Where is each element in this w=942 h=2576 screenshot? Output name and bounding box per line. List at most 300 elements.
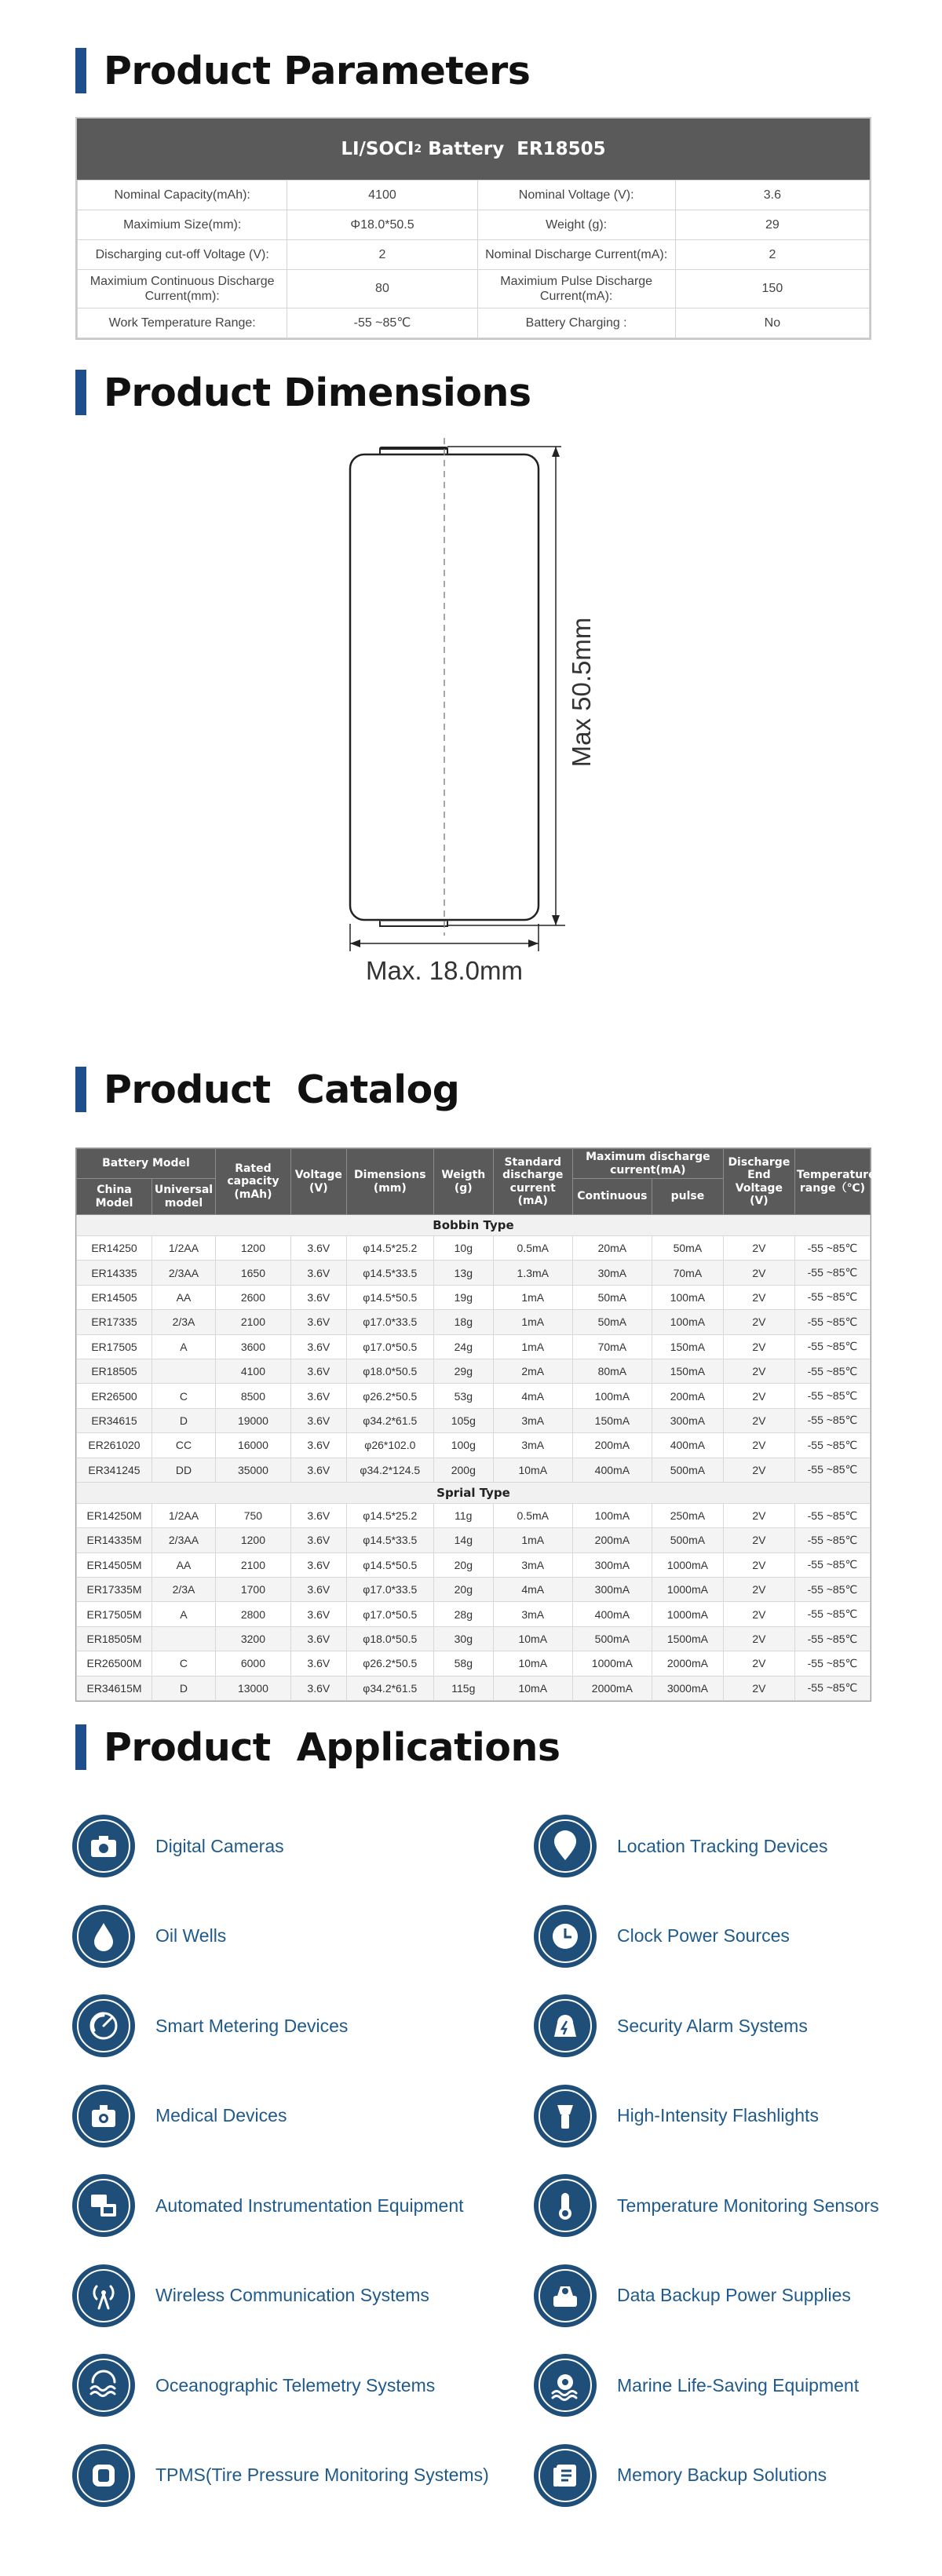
parameters-table <box>75 117 871 340</box>
catalog-cell: 24g <box>433 1334 493 1359</box>
catalog-cell: φ34.2*61.5 <box>346 1676 433 1700</box>
application-label: Digital Cameras <box>155 1835 284 1856</box>
catalog-cell: 150mA <box>572 1408 652 1432</box>
catalog-cell: 1200 <box>215 1528 290 1553</box>
application-label: Wireless Communication Systems <box>155 2285 429 2305</box>
catalog-cell: -55 ~85℃ <box>794 1334 870 1359</box>
catalog-cell: 750 <box>215 1503 290 1527</box>
catalog-cell: ER34615M <box>77 1676 152 1700</box>
catalog-cell: 3.6V <box>290 1626 346 1651</box>
catalog-cell: 2/3AA <box>152 1261 216 1285</box>
catalog-cell: 1mA <box>493 1528 572 1553</box>
catalog-cell: 3mA <box>493 1602 572 1626</box>
catalog-cell: φ26*102.0 <box>346 1433 433 1458</box>
catalog-cell: 2000mA <box>652 1651 723 1676</box>
catalog-cell: ER14250M <box>77 1503 152 1527</box>
catalog-cell: -55 ~85℃ <box>794 1285 870 1309</box>
application-item <box>534 2085 819 2147</box>
catalog-cell: 100mA <box>572 1384 652 1408</box>
application-item <box>534 1905 790 1968</box>
application-label: Clock Power Sources <box>617 1925 790 1946</box>
catalog-cell: -55 ~85℃ <box>794 1528 870 1553</box>
catalog-cell: 400mA <box>572 1602 652 1626</box>
catalog-row <box>77 1528 871 1553</box>
catalog-cell: 400mA <box>652 1433 723 1458</box>
catalog-cell: 10mA <box>493 1676 572 1700</box>
catalog-row <box>77 1359 871 1383</box>
application-item <box>534 2444 827 2507</box>
catalog-cell: 250mA <box>652 1503 723 1527</box>
application-item <box>534 1994 808 2057</box>
header-battery-model: Battery Model <box>77 1149 216 1179</box>
catalog-row <box>77 1261 871 1285</box>
catalog-cell: 1650 <box>215 1261 290 1285</box>
catalog-row <box>77 1676 871 1700</box>
catalog-cell: 20g <box>433 1578 493 1602</box>
ocean-wave-icon <box>72 2354 135 2417</box>
catalog-cell: ER14335 <box>77 1261 152 1285</box>
section-title-applications <box>75 1724 560 1771</box>
catalog-cell: 1000mA <box>652 1602 723 1626</box>
oil-drop-icon <box>72 1905 135 1968</box>
catalog-cell: 100mA <box>572 1503 652 1527</box>
section-title-text: Product Applications <box>104 1724 560 1770</box>
data-backup-icon <box>534 2264 597 2327</box>
catalog-cell: 3.6V <box>290 1578 346 1602</box>
catalog-cell: ER14505 <box>77 1285 152 1309</box>
section-title-text: Product Parameters <box>104 48 531 93</box>
catalog-cell: φ14.5*50.5 <box>346 1553 433 1577</box>
catalog-cell: 3.6V <box>290 1359 346 1383</box>
parameter-value: Φ18.0*50.5 <box>287 210 477 240</box>
application-label: Data Backup Power Supplies <box>617 2285 851 2305</box>
catalog-cell: 2V <box>723 1676 794 1700</box>
application-item <box>534 2174 879 2237</box>
title-accent-bar <box>75 48 86 93</box>
parameter-value: 150 <box>675 270 869 308</box>
catalog-cell: 3200 <box>215 1626 290 1651</box>
section-title-parameters <box>75 47 530 94</box>
catalog-cell: -55 ~85℃ <box>794 1651 870 1676</box>
catalog-cell: 500mA <box>652 1528 723 1553</box>
catalog-cell: 1mA <box>493 1310 572 1334</box>
catalog-cell: φ18.0*50.5 <box>346 1359 433 1383</box>
catalog-cell: φ17.0*33.5 <box>346 1310 433 1334</box>
clock-icon <box>534 1905 597 1968</box>
catalog-cell: 8500 <box>215 1384 290 1408</box>
catalog-cell: 500mA <box>572 1626 652 1651</box>
catalog-cell: 19g <box>433 1285 493 1309</box>
catalog-cell: 11g <box>433 1503 493 1527</box>
catalog-cell: 300mA <box>572 1553 652 1577</box>
catalog-cell: -55 ~85℃ <box>794 1408 870 1432</box>
catalog-row <box>77 1651 871 1676</box>
title-model: Battery ER18505 <box>422 139 606 159</box>
catalog-cell: 2/3A <box>152 1578 216 1602</box>
catalog-cell: 2100 <box>215 1310 290 1334</box>
thermometer-icon <box>534 2174 597 2237</box>
catalog-cell: 2V <box>723 1626 794 1651</box>
header-end-voltage: Discharge End Voltage (V) <box>723 1149 794 1215</box>
catalog-cell: AA <box>152 1285 216 1309</box>
catalog-cell: 150mA <box>652 1334 723 1359</box>
catalog-group-row <box>77 1215 871 1236</box>
catalog-cell: -55 ~85℃ <box>794 1310 870 1334</box>
catalog-row <box>77 1334 871 1359</box>
height-dimension-label: Max 50.5mm <box>567 617 596 768</box>
catalog-cell: 3.6V <box>290 1651 346 1676</box>
catalog-cell: -55 ~85℃ <box>794 1626 870 1651</box>
parameter-label: Maximium Size(mm): <box>78 210 287 240</box>
catalog-cell: 2V <box>723 1433 794 1458</box>
catalog-cell: 200g <box>433 1458 493 1482</box>
application-item <box>534 1815 827 1877</box>
catalog-group-title: Sprial Type <box>77 1482 871 1503</box>
catalog-cell: 1.3mA <box>493 1261 572 1285</box>
application-label: High-Intensity Flashlights <box>617 2105 819 2125</box>
catalog-cell: φ14.5*33.5 <box>346 1528 433 1553</box>
catalog-cell: 1700 <box>215 1578 290 1602</box>
catalog-row <box>77 1384 871 1408</box>
catalog-cell: φ17.0*50.5 <box>346 1334 433 1359</box>
application-item <box>72 1905 226 1968</box>
application-label: TPMS(Tire Pressure Monitoring Systems) <box>155 2465 489 2485</box>
catalog-cell: φ14.5*50.5 <box>346 1285 433 1309</box>
catalog-cell: 3.6V <box>290 1261 346 1285</box>
parameter-value: 3.6 <box>675 181 869 210</box>
catalog-cell: 14g <box>433 1528 493 1553</box>
application-item <box>534 2264 851 2327</box>
title-subscript: 2 <box>414 143 422 155</box>
parameter-label: Nominal Voltage (V): <box>477 181 675 210</box>
application-item <box>72 2354 435 2417</box>
catalog-cell: 2100 <box>215 1553 290 1577</box>
medical-kit-icon <box>72 2085 135 2147</box>
width-dimension-label: Max. 18.0mm <box>366 956 523 985</box>
parameters-table-title <box>77 119 870 180</box>
catalog-cell: 3mA <box>493 1408 572 1432</box>
catalog-group-row <box>77 1482 871 1503</box>
catalog-cell: φ14.5*25.2 <box>346 1503 433 1527</box>
catalog-cell: 1000mA <box>652 1553 723 1577</box>
catalog-cell: 2600 <box>215 1285 290 1309</box>
catalog-cell: 53g <box>433 1384 493 1408</box>
catalog-cell: 10mA <box>493 1458 572 1482</box>
catalog-row <box>77 1578 871 1602</box>
header-china-model: China Model <box>77 1179 152 1215</box>
catalog-cell: 3mA <box>493 1553 572 1577</box>
catalog-cell: 400mA <box>572 1458 652 1482</box>
catalog-row <box>77 1503 871 1527</box>
catalog-cell: 2V <box>723 1236 794 1261</box>
catalog-cell: 30g <box>433 1626 493 1651</box>
memory-icon <box>534 2444 597 2507</box>
catalog-cell: 4100 <box>215 1359 290 1383</box>
application-label: Smart Metering Devices <box>155 2015 349 2036</box>
parameter-row <box>78 308 870 338</box>
catalog-cell: 50mA <box>572 1310 652 1334</box>
header-standard-current: Standard discharge current (mA) <box>493 1149 572 1215</box>
catalog-cell: 3.6V <box>290 1334 346 1359</box>
catalog-cell: 300mA <box>572 1578 652 1602</box>
catalog-cell: 70mA <box>572 1334 652 1359</box>
catalog-cell: A <box>152 1602 216 1626</box>
catalog-cell: 200mA <box>572 1433 652 1458</box>
catalog-cell: 58g <box>433 1651 493 1676</box>
catalog-cell: ER14250 <box>77 1236 152 1261</box>
catalog-cell: 2/3AA <box>152 1528 216 1553</box>
section-title-text: Product Catalog <box>104 1067 460 1112</box>
catalog-cell: 19000 <box>215 1408 290 1432</box>
catalog-cell: 2V <box>723 1310 794 1334</box>
application-item <box>72 2444 489 2507</box>
catalog-cell: 2V <box>723 1503 794 1527</box>
catalog-row <box>77 1553 871 1577</box>
parameter-label: Work Temperature Range: <box>78 308 287 338</box>
catalog-row <box>77 1602 871 1626</box>
parameter-row <box>78 210 870 240</box>
catalog-cell: 28g <box>433 1602 493 1626</box>
header-universal-model: Universal model <box>152 1179 216 1215</box>
catalog-cell: 1mA <box>493 1334 572 1359</box>
catalog-cell: 20mA <box>572 1236 652 1261</box>
parameter-value: 29 <box>675 210 869 240</box>
catalog-cell: 20g <box>433 1553 493 1577</box>
catalog-cell: 3.6V <box>290 1458 346 1482</box>
catalog-cell: 500mA <box>652 1458 723 1482</box>
title-accent-bar <box>75 1067 86 1112</box>
catalog-cell: C <box>152 1384 216 1408</box>
catalog-cell: 13g <box>433 1261 493 1285</box>
parameter-value: No <box>675 308 869 338</box>
catalog-cell: 100mA <box>652 1285 723 1309</box>
catalog-cell: AA <box>152 1553 216 1577</box>
instrument-icon <box>72 2174 135 2237</box>
catalog-cell: 10mA <box>493 1626 572 1651</box>
section-title-text: Product Dimensions <box>104 370 531 415</box>
catalog-cell: 2/3A <box>152 1310 216 1334</box>
application-item <box>72 1994 348 2057</box>
catalog-cell <box>152 1359 216 1383</box>
catalog-cell: 2V <box>723 1578 794 1602</box>
catalog-cell: DD <box>152 1458 216 1482</box>
catalog-cell: ER18505 <box>77 1359 152 1383</box>
header-max-current: Maximum discharge current(mA) <box>572 1149 723 1179</box>
catalog-cell: 70mA <box>652 1261 723 1285</box>
catalog-cell: φ18.0*50.5 <box>346 1626 433 1651</box>
parameter-value: -55 ~85℃ <box>287 308 477 338</box>
parameter-value: 2 <box>675 240 869 270</box>
catalog-cell: 30mA <box>572 1261 652 1285</box>
catalog-cell: 3.6V <box>290 1236 346 1261</box>
catalog-cell: 105g <box>433 1408 493 1432</box>
header-continuous: Continuous <box>572 1179 652 1215</box>
catalog-cell: 4mA <box>493 1578 572 1602</box>
catalog-cell: 0.5mA <box>493 1236 572 1261</box>
catalog-cell: ER26500M <box>77 1651 152 1676</box>
catalog-cell: 50mA <box>572 1285 652 1309</box>
application-item <box>72 2174 464 2237</box>
catalog-cell: -55 ~85℃ <box>794 1602 870 1626</box>
catalog-cell: 150mA <box>652 1359 723 1383</box>
catalog-cell: ER18505M <box>77 1626 152 1651</box>
catalog-cell: 2V <box>723 1651 794 1676</box>
catalog-cell: φ17.0*33.5 <box>346 1578 433 1602</box>
section-title-catalog <box>75 1066 459 1113</box>
catalog-cell: 2V <box>723 1553 794 1577</box>
header-voltage: Voltage (V) <box>290 1149 346 1215</box>
catalog-cell: 0.5mA <box>493 1503 572 1527</box>
tire-icon <box>72 2444 135 2507</box>
catalog-cell: 2V <box>723 1384 794 1408</box>
catalog-cell: φ14.5*25.2 <box>346 1236 433 1261</box>
catalog-cell: 29g <box>433 1359 493 1383</box>
catalog-cell: 115g <box>433 1676 493 1700</box>
catalog-cell: φ17.0*50.5 <box>346 1602 433 1626</box>
catalog-cell: ER17505 <box>77 1334 152 1359</box>
catalog-cell: ER341245 <box>77 1458 152 1482</box>
parameter-label: Battery Charging : <box>477 308 675 338</box>
location-pin-icon <box>534 1815 597 1877</box>
catalog-cell: ER26500 <box>77 1384 152 1408</box>
flashlight-icon <box>534 2085 597 2147</box>
catalog-cell: 1000mA <box>572 1651 652 1676</box>
catalog-cell: 35000 <box>215 1458 290 1482</box>
catalog-cell: 10mA <box>493 1651 572 1676</box>
catalog-cell: -55 ~85℃ <box>794 1433 870 1458</box>
catalog-cell: -55 ~85℃ <box>794 1553 870 1577</box>
title-chemistry: LI/SOCI <box>341 139 414 159</box>
catalog-cell: CC <box>152 1433 216 1458</box>
catalog-row <box>77 1236 871 1261</box>
catalog-row <box>77 1433 871 1458</box>
catalog-cell: -55 ~85℃ <box>794 1676 870 1700</box>
catalog-cell: 13000 <box>215 1676 290 1700</box>
parameter-label: Nominal Capacity(mAh): <box>78 181 287 210</box>
catalog-cell: 300mA <box>652 1408 723 1432</box>
catalog-cell: 4mA <box>493 1384 572 1408</box>
catalog-cell: A <box>152 1334 216 1359</box>
title-accent-bar <box>75 1724 86 1770</box>
catalog-row <box>77 1626 871 1651</box>
catalog-cell: -55 ~85℃ <box>794 1359 870 1383</box>
catalog-cell: 2V <box>723 1261 794 1285</box>
catalog-cell: 2mA <box>493 1359 572 1383</box>
catalog-cell: 3600 <box>215 1334 290 1359</box>
catalog-cell: -55 ~85℃ <box>794 1503 870 1527</box>
parameter-row <box>78 181 870 210</box>
catalog-cell: φ26.2*50.5 <box>346 1651 433 1676</box>
catalog-cell: ER17335 <box>77 1310 152 1334</box>
wireless-tower-icon <box>72 2264 135 2327</box>
parameter-label: Maximium Pulse Discharge Current(mA): <box>477 270 675 308</box>
catalog-cell: 2V <box>723 1359 794 1383</box>
catalog-cell: 6000 <box>215 1651 290 1676</box>
catalog-cell: φ34.2*124.5 <box>346 1458 433 1482</box>
catalog-cell: 1000mA <box>652 1578 723 1602</box>
section-title-dimensions <box>75 369 531 416</box>
catalog-group-title: Bobbin Type <box>77 1215 871 1236</box>
catalog-cell: φ14.5*33.5 <box>346 1261 433 1285</box>
application-label: Marine Life-Saving Equipment <box>617 2374 860 2395</box>
catalog-row <box>77 1458 871 1482</box>
catalog-cell: 3.6V <box>290 1602 346 1626</box>
parameter-label: Maximium Continuous Discharge Current(mm): <box>78 270 287 308</box>
catalog-row <box>77 1285 871 1309</box>
catalog-cell: ER17505M <box>77 1602 152 1626</box>
parameter-value: 2 <box>287 240 477 270</box>
application-label: Security Alarm Systems <box>617 2015 808 2036</box>
application-label: Location Tracking Devices <box>617 1835 828 1856</box>
catalog-cell: ER261020 <box>77 1433 152 1458</box>
catalog-cell: 2800 <box>215 1602 290 1626</box>
catalog-cell: -55 ~85℃ <box>794 1384 870 1408</box>
parameter-value: 80 <box>287 270 477 308</box>
catalog-cell: 100g <box>433 1433 493 1458</box>
catalog-table <box>75 1148 876 1702</box>
catalog-cell: ER17335M <box>77 1578 152 1602</box>
catalog-cell: 10g <box>433 1236 493 1261</box>
catalog-cell: 3mA <box>493 1433 572 1458</box>
catalog-cell: -55 ~85℃ <box>794 1261 870 1285</box>
catalog-cell: ER14335M <box>77 1528 152 1553</box>
application-label: Memory Backup Solutions <box>617 2465 827 2485</box>
header-pulse: pulse <box>652 1179 723 1215</box>
catalog-cell: -55 ~85℃ <box>794 1236 870 1261</box>
header-weight: Weigth (g) <box>433 1149 493 1215</box>
lifebuoy-icon <box>534 2354 597 2417</box>
catalog-cell: 100mA <box>652 1310 723 1334</box>
header-rated-capacity: Rated capacity (mAh) <box>215 1149 290 1215</box>
application-label: Oceanographic Telemetry Systems <box>155 2374 436 2395</box>
parameter-row <box>78 240 870 270</box>
catalog-cell: 3.6V <box>290 1676 346 1700</box>
catalog-row <box>77 1408 871 1432</box>
catalog-cell: 200mA <box>572 1528 652 1553</box>
application-label: Medical Devices <box>155 2105 287 2125</box>
header-dimensions: Dimensions (mm) <box>346 1149 433 1215</box>
title-accent-bar <box>75 370 86 415</box>
parameter-label: Nominal Discharge Current(mA): <box>477 240 675 270</box>
application-item <box>72 2085 287 2147</box>
catalog-cell: -55 ~85℃ <box>794 1578 870 1602</box>
parameter-label: Discharging cut-off Voltage (V): <box>78 240 287 270</box>
catalog-cell: C <box>152 1651 216 1676</box>
battery-dimension-drawing <box>345 433 628 1061</box>
catalog-cell <box>152 1626 216 1651</box>
application-item <box>534 2354 859 2417</box>
catalog-cell: 3.6V <box>290 1408 346 1432</box>
catalog-cell: D <box>152 1408 216 1432</box>
application-label: Oil Wells <box>155 1925 227 1946</box>
catalog-cell: 2V <box>723 1458 794 1482</box>
catalog-cell: 2V <box>723 1334 794 1359</box>
catalog-cell: 2000mA <box>572 1676 652 1700</box>
catalog-cell: -55 ~85℃ <box>794 1458 870 1482</box>
catalog-cell: ER34615 <box>77 1408 152 1432</box>
catalog-cell: 2V <box>723 1285 794 1309</box>
catalog-cell: 200mA <box>652 1384 723 1408</box>
camera-icon <box>72 1815 135 1877</box>
catalog-cell: 3000mA <box>652 1676 723 1700</box>
catalog-cell: ER14505M <box>77 1553 152 1577</box>
catalog-cell: 80mA <box>572 1359 652 1383</box>
catalog-cell: 1500mA <box>652 1626 723 1651</box>
catalog-cell: φ26.2*50.5 <box>346 1384 433 1408</box>
catalog-cell: 3.6V <box>290 1528 346 1553</box>
catalog-cell: φ34.2*61.5 <box>346 1408 433 1432</box>
application-item <box>72 1815 284 1877</box>
